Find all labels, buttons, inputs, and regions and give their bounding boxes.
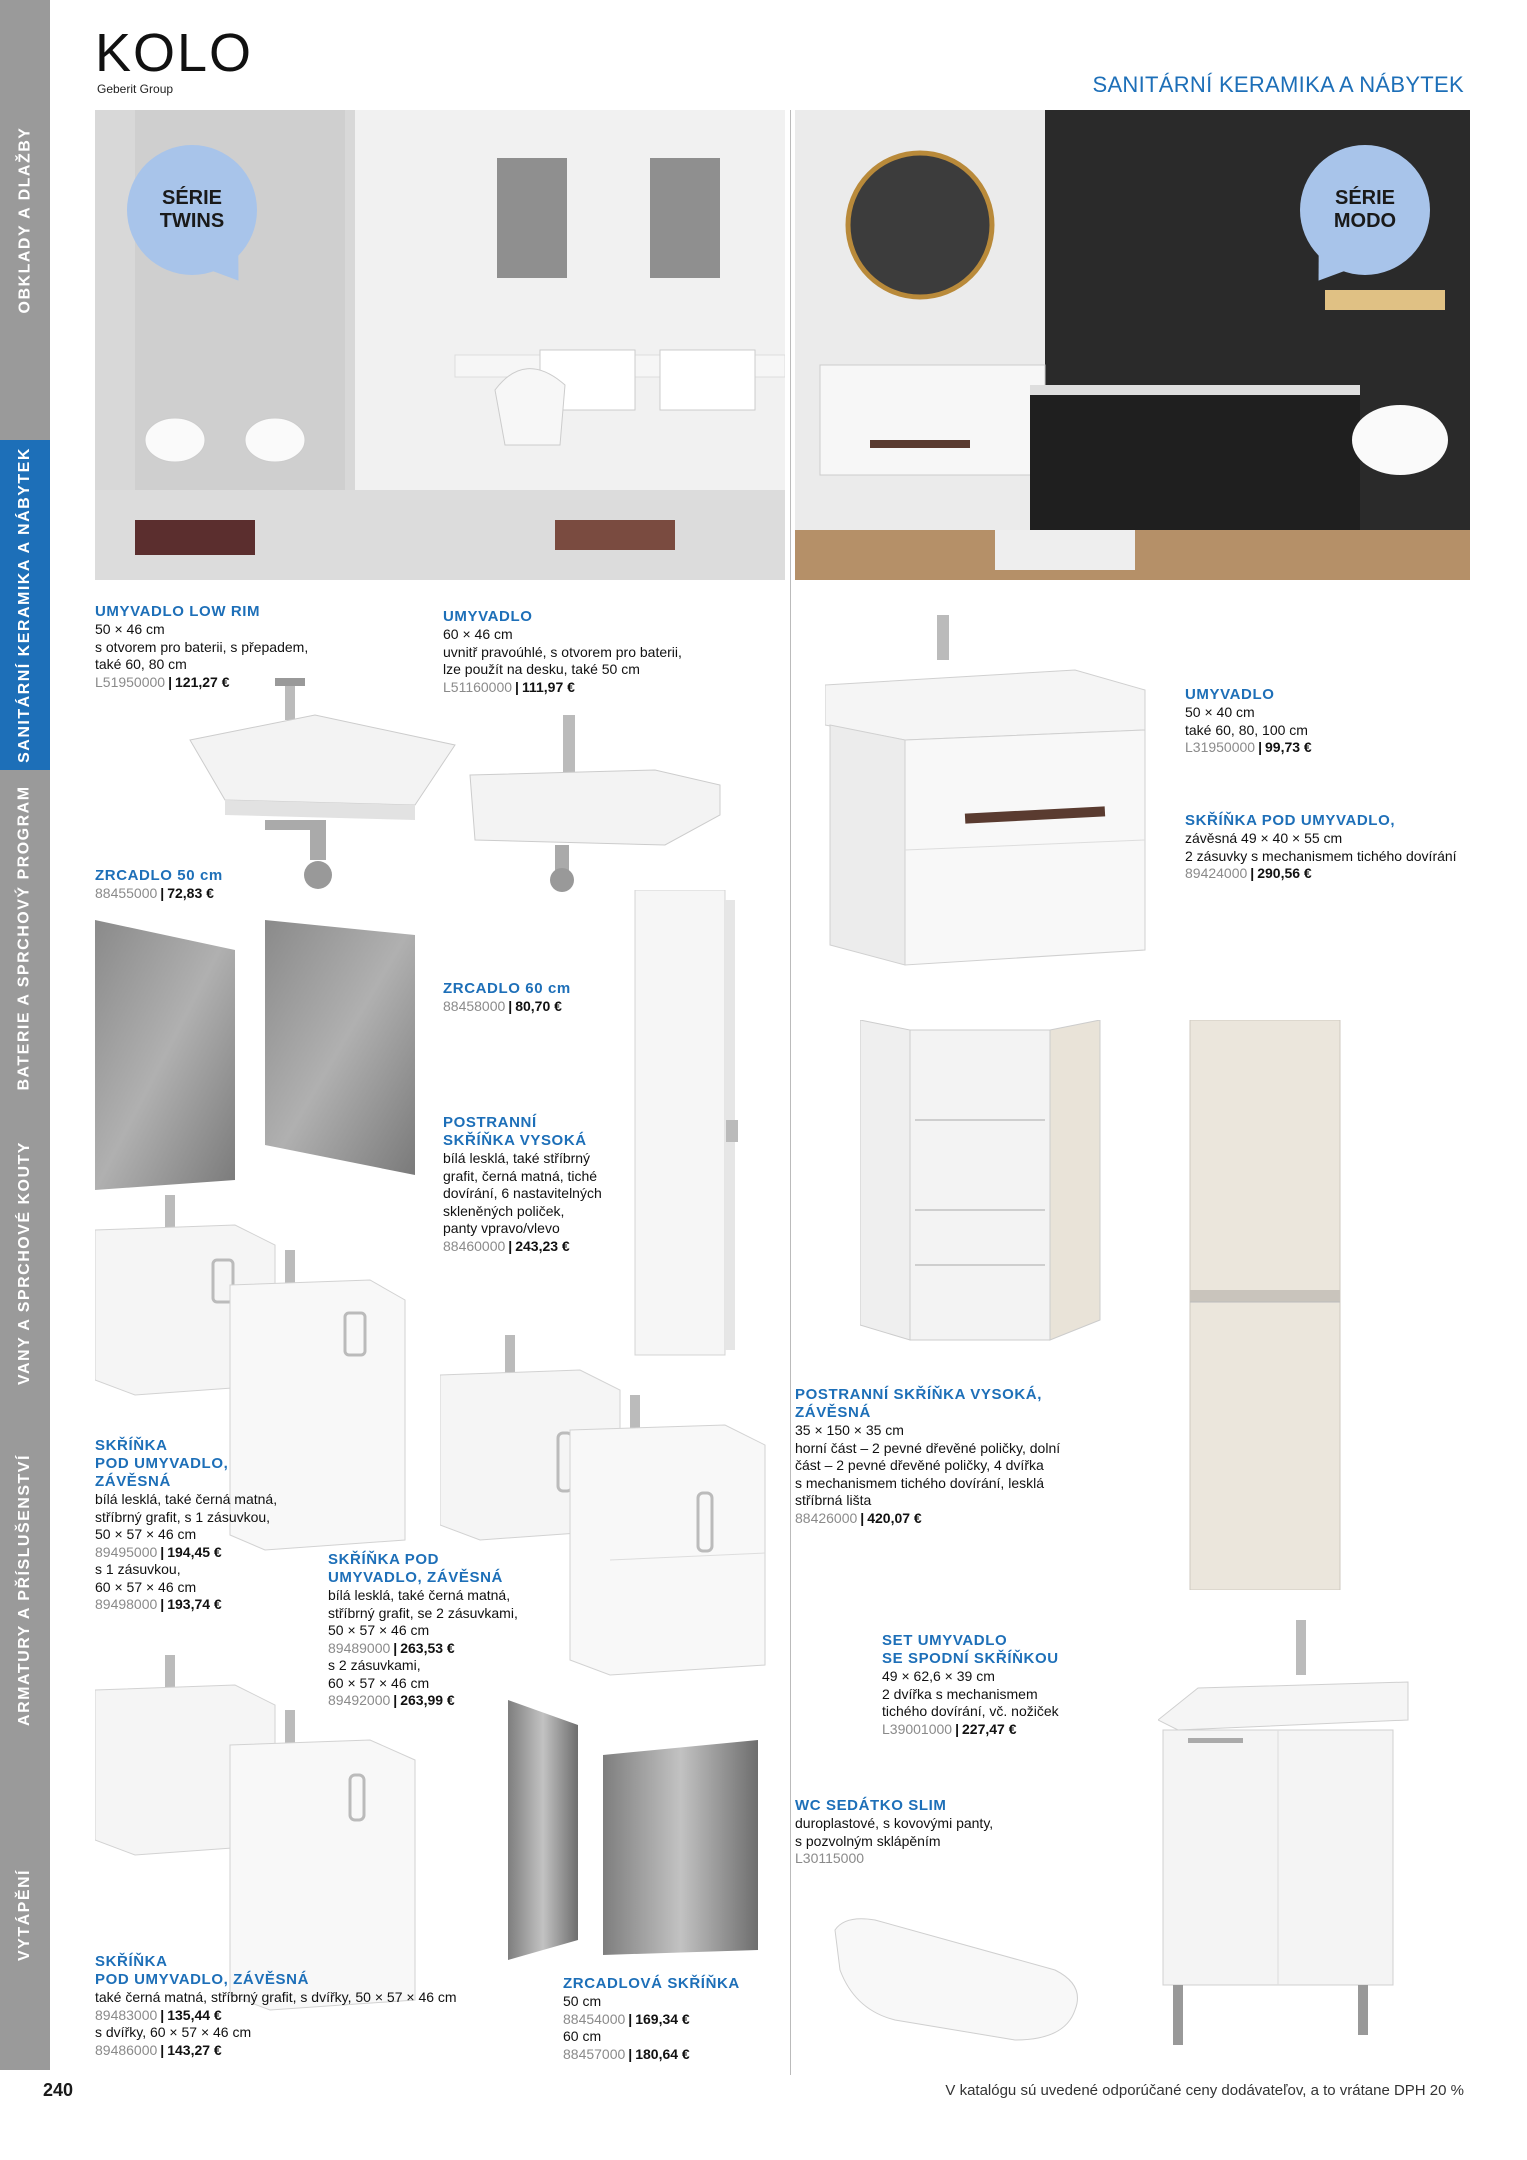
product-title: SKŘÍŇKA POD [328, 1551, 440, 1568]
product-desc: skleněných poliček, [443, 1202, 565, 1219]
product-desc: část – 2 pevné dřevěné poličky, 4 dvířka [795, 1457, 1044, 1473]
tab-vytapeni[interactable] [0, 1760, 50, 2070]
wc-seat-image [830, 1910, 1090, 2050]
tall-cabinet-modo-open-image [860, 1020, 1110, 1350]
product-desc: s 2 zásuvkami, [328, 1657, 421, 1673]
tab-label: OBKLADY A DLAŽBY [16, 126, 33, 314]
product-desc: také 60, 80 cm [95, 656, 187, 672]
page-number: 240 [43, 2080, 74, 2100]
product-desc: horní část – 2 pevné dřevěné poličky, dolní [795, 1439, 1061, 1456]
product-price: 227,47 € [962, 1720, 1017, 1737]
product-desc: také 60, 80, 100 cm [1185, 721, 1308, 738]
product-code: 88460000 [443, 1237, 506, 1254]
product-desc: grafit, černá matná, tiché [443, 1167, 598, 1184]
product-title: ZÁVĚSNÁ [95, 1473, 171, 1490]
tab-sanitarni-active[interactable] [0, 440, 50, 770]
series-twins-bubble [127, 145, 257, 275]
product-desc: stříbrný grafit, s 1 zásuvkou, [95, 1508, 271, 1525]
product-code: L51160000 [443, 678, 513, 695]
tab-label: BATERIE A SPRCHOVÝ PROGRAM [16, 784, 33, 1091]
product-desc: s 1 zásuvkou, [95, 1561, 181, 1577]
product-dimension: 60 × 46 cm [443, 626, 513, 642]
tall-cabinet-modo-closed-image [1185, 1020, 1345, 1590]
product-price: 135,44 € [167, 2006, 222, 2023]
washbasin-low-rim-image [185, 670, 465, 900]
product-title: SE SPODNÍ SKŘÍŇKOU [882, 1650, 1059, 1667]
product-desc: tichého dovírání, vč. nožiček [882, 1703, 1059, 1719]
product-skrinka-twins-3: SKŘÍŇKA POD UMYVADLO, ZÁVĚSNÁ také černá matná, stříbrný grafit, s dvířky, 50 × 57 × 46 cm 89483000 | 135,44 € s dvířky, 60 × 57 × 46 cm 89486000 | 143,27 € [95, 1953, 555, 2059]
product-price: 243,23 € [515, 1237, 570, 1254]
product-dimension: 50 × 57 × 46 cm [328, 1622, 430, 1638]
product-desc: 2 zásuvky s mechanismem tichého dovírání [1185, 847, 1457, 864]
series-name: TWINS [159, 210, 225, 232]
set-washbasin-cabinet-image [1158, 1620, 1418, 2050]
product-skrinka-modo: SKŘÍŇKA POD UMYVADLO, závěsná 49 × 40 × 55 cm 2 zásuvky s mechanismem tichého dovírání 89424000 | 290,56 € [1185, 812, 1485, 883]
product-zrcadlo-60: ZRCADLO 60 cm 88458000 | 80,70 € [443, 980, 571, 1014]
product-desc: panty vpravo/vlevo [443, 1220, 560, 1236]
product-dimension: 50 × 57 × 46 cm [95, 1526, 197, 1542]
product-dimension: 50 × 40 cm [1185, 704, 1255, 720]
product-price: 290,56 € [1257, 865, 1312, 881]
product-umyvadlo-60: UMYVADLO 60 × 46 cm uvnitř pravoúhlé, s otvorem pro baterii, lze použít na desku, také 50 cm L51160000 | 111,97 € [443, 608, 763, 696]
product-code: 88426000 [795, 1509, 858, 1526]
product-skrinka-twins-1: SKŘÍŇKA POD UMYVADLO, ZÁVĚSNÁ bílá lesklá, také černá matná, stříbrný grafit, s 1 zásuvkou, 50 × 57 × 46 cm 89495000 | 194,45 € s 1 zásuvkou, 60 × 57 × 46 cm 89498000 | 193,74 € [95, 1437, 335, 1614]
product-code: L51950000 [95, 673, 166, 690]
product-desc: bílá lesklá, také stříbrný [443, 1150, 591, 1166]
product-wc-sedatko [795, 1797, 1075, 1868]
product-code: L39001000 [882, 1720, 953, 1737]
series-label: SÉRIE [1334, 187, 1396, 209]
tab-obklady[interactable] [0, 0, 50, 440]
product-code: 89489000 [328, 1639, 391, 1656]
product-desc: s otvorem pro baterii, s přepadem, [95, 638, 309, 655]
product-dimension: 50 × 46 cm [95, 621, 165, 637]
product-desc: bílá lesklá, také černá matná, [328, 1587, 511, 1603]
product-desc: s pozvolným sklápěním [795, 1832, 941, 1849]
column-divider [790, 110, 791, 2075]
product-desc: 2 dvířka s mechanismem [882, 1685, 1038, 1702]
series-modo-bubble [1300, 145, 1430, 275]
product-desc: stříbrná lišta [795, 1492, 872, 1508]
tab-armatury[interactable] [0, 1420, 50, 1760]
product-umyvadlo-low-rim: UMYVADLO LOW RIM 50 × 46 cm s otvorem pro baterii, s přepadem, také 60, 80 cm L51950000 | 121,27 € [95, 603, 395, 691]
product-price: 180,64 € [635, 2045, 690, 2062]
section-title: SANITÁRNÍ KERAMIKA A NÁBYTEK [1092, 72, 1464, 97]
tab-vany[interactable] [0, 1105, 50, 1420]
product-title: POD UMYVADLO, ZÁVĚSNÁ [95, 1971, 310, 1988]
product-desc: uvnitř pravoúhlé, s otvorem pro baterii, [443, 643, 682, 660]
product-dimension: 60 × 57 × 46 cm [328, 1674, 430, 1691]
product-code: 89424000 [1185, 865, 1248, 881]
product-title: POD UMYVADLO, [95, 1455, 229, 1472]
product-dimension: 60 × 57 × 46 cm [95, 1578, 197, 1595]
product-price: 420,07 € [867, 1509, 922, 1526]
product-title: SKŘÍŇKA [95, 1437, 168, 1454]
product-code: 88457000 [563, 2045, 626, 2062]
product-price: 80,70 € [515, 998, 562, 1014]
washbasin-60-image [465, 715, 725, 895]
product-code: 89492000 [328, 1692, 391, 1708]
modo-washbasin-cabinet-image [825, 615, 1155, 975]
product-desc: lze použít na desku, také 50 cm [443, 661, 640, 677]
product-title: ZÁVĚSNÁ [795, 1404, 871, 1421]
product-desc: s mechanismem tichého dovírání, lesklá [795, 1474, 1044, 1491]
product-desc: s dvířky, 60 × 57 × 46 cm [95, 2024, 252, 2040]
category-sidebar [0, 0, 50, 2160]
product-desc: také černá matná, stříbrný grafit, s dvířky, 50 × 57 × 46 cm [95, 1989, 457, 2005]
product-postranni-modo: POSTRANNÍ SKŘÍŇKA VYSOKÁ, ZÁVĚSNÁ 35 × 150 × 35 cm horní část – 2 pevné dřevěné poličky, dolní část – 2 pevné dřevěné poličky, 4 dvířka s mechanismem tichého dovírání, lesklá stříbrná lišta 88426000 | 420,07 € [795, 1386, 1115, 1527]
product-code: 88454000 [563, 2010, 626, 2027]
product-desc: bílá lesklá, také černá matná, [95, 1491, 278, 1507]
mirror-50-image [95, 915, 425, 1195]
tab-label: ARMATURY A PŘÍSLUŠENSTVÍ [16, 1454, 33, 1726]
product-code: 89495000 [95, 1543, 158, 1560]
tall-cabinet-twins-image [630, 890, 750, 1360]
product-dimension: 49 × 62,6 × 39 cm [882, 1668, 995, 1684]
product-title: WC SEDÁTKO SLIM [795, 1797, 947, 1814]
product-price: 121,27 € [175, 673, 230, 690]
product-title: SKŘÍŇKA [95, 1953, 168, 1970]
series-label: SÉRIE [161, 187, 223, 209]
tab-label: VANY A SPRCHOVÉ KOUTY [16, 1140, 34, 1385]
product-title: POSTRANNÍ SKŘÍŇKA VYSOKÁ, [795, 1386, 1042, 1403]
product-price: 194,45 € [167, 1543, 222, 1560]
product-price: 72,83 € [167, 885, 214, 901]
price-disclaimer: V katalógu sú uvedené odporúčané ceny dodávateľov, a to vrátane DPH 20 % [945, 2082, 1464, 2099]
product-zrcadlova-skrinka: ZRCADLOVÁ SKŘÍŇKA 50 cm 88454000 | 169,34 € 60 cm 88457000 | 180,64 € [563, 1975, 740, 2062]
product-price: 263,99 € [400, 1692, 455, 1708]
product-code: 89486000 [95, 2041, 158, 2058]
product-title: UMYVADLO, ZÁVĚSNÁ [328, 1569, 503, 1586]
product-code: 88458000 [443, 998, 506, 1014]
product-code: 89483000 [95, 2006, 158, 2023]
product-umyvadlo-modo: UMYVADLO 50 × 40 cm také 60, 80, 100 cm L31950000 | 99,73 € [1185, 686, 1312, 755]
series-name: MODO [1333, 210, 1397, 232]
product-title: POSTRANNÍ [443, 1114, 537, 1131]
mirror-cabinet-image [508, 1700, 768, 1960]
product-title: UMYVADLO LOW RIM [95, 603, 261, 620]
product-title: SKŘÍŇKA POD UMYVADLO, [1185, 812, 1396, 829]
product-price: 169,34 € [635, 2010, 690, 2027]
product-code: 89498000 [95, 1596, 158, 1612]
product-dimension: závěsná 49 × 40 × 55 cm [1185, 830, 1343, 846]
product-title: ZRCADLO 50 cm [95, 867, 223, 884]
product-dimension: 60 cm [563, 2028, 602, 2044]
product-price: 99,73 € [1265, 739, 1312, 755]
tab-label: VYTÁPĚNÍ [16, 1868, 34, 1962]
product-title: UMYVADLO [1185, 686, 1275, 703]
product-desc: dovírání, 6 nastavitelných [443, 1185, 602, 1201]
product-code: L31950000 [1185, 739, 1256, 755]
product-set-umyvadlo: SET UMYVADLO SE SPODNÍ SKŘÍŇKOU 49 × 62,6 × 39 cm 2 dvířka s mechanismem tichého dovírání, vč. nožiček L39001000 | 227,47 € [882, 1632, 1132, 1738]
product-dimension: 35 × 150 × 35 cm [795, 1422, 904, 1438]
product-zrcadlo-50: ZRCADLO 50 cm 88455000 | 72,83 € [95, 867, 223, 901]
product-title: UMYVADLO [443, 608, 533, 625]
kolo-logo: KOLO [95, 23, 254, 83]
product-desc: stříbrný grafit, se 2 zásuvkami, [328, 1604, 518, 1621]
product-dimension: 50 cm [563, 1993, 602, 2009]
tab-baterie[interactable] [0, 770, 50, 1105]
product-title: ZRCADLO 60 cm [443, 980, 571, 997]
product-price: 143,27 € [167, 2041, 222, 2058]
product-price: 193,74 € [167, 1596, 222, 1612]
product-skrinka-twins-2: SKŘÍŇKA POD UMYVADLO, ZÁVĚSNÁ bílá lesklá, také černá matná, stříbrný grafit, se 2 zásuvkami, 50 × 57 × 46 cm 89489000 | 263,53 € s 2 zásuvkami, 60 × 57 × 46 cm 89492000 | 263,99 € [328, 1551, 588, 1710]
product-price: 111,97 € [521, 678, 575, 695]
logo-subtitle: Geberit Group [97, 82, 174, 96]
product-code: L30115000 [795, 1850, 865, 1866]
product-postranni-vysoka: POSTRANNÍ SKŘÍŇKA VYSOKÁ bílá lesklá, také stříbrný grafit, černá matná, tiché dovírání, 6 nastavitelných skleněných poliček, panty vpravo/vlevo 88460000 | 243,23 € [443, 1114, 643, 1255]
product-price: 263,53 € [400, 1639, 455, 1656]
product-title: SKŘÍŇKA VYSOKÁ [443, 1132, 587, 1149]
product-code: 88455000 [95, 885, 158, 901]
product-title: SET UMYVADLO [882, 1632, 1008, 1649]
tab-label: SANITÁRNÍ KERAMIKA A NÁBYTEK [16, 447, 33, 763]
product-title: ZRCADLOVÁ SKŘÍŇKA [563, 1975, 740, 1992]
product-desc: duroplastové, s kovovými panty, [795, 1815, 994, 1831]
